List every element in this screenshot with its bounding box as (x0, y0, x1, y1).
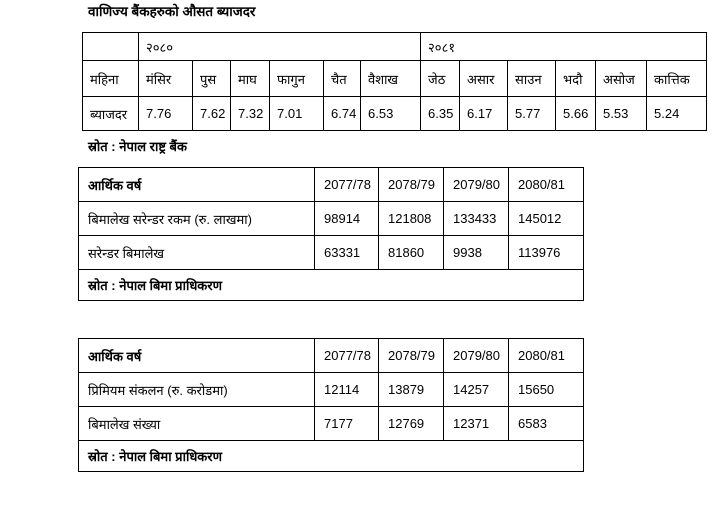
rate-cell: 5.77 (508, 97, 556, 131)
value-cell: 98914 (315, 202, 379, 236)
rate-cell: 5.24 (647, 97, 707, 131)
value-cell: 9938 (444, 236, 509, 270)
rate-cell: 6.35 (421, 97, 460, 131)
row-label-cell: प्रिमियम संकलन (रु. करोडमा) (79, 373, 315, 407)
month-cell: चैत (324, 61, 361, 97)
rate-cell: 7.32 (231, 97, 270, 131)
source-note-nia: स्रोत : नेपाल बिमा प्राधिकरण (79, 441, 584, 472)
month-cell: पुस (193, 61, 231, 97)
page-title: वाणिज्य बैंकहरुको औसत ब्याजदर (88, 4, 256, 19)
value-cell: 113976 (509, 236, 584, 270)
fiscal-year-cell: 2077/78 (315, 339, 379, 373)
value-cell: 6583 (509, 407, 584, 441)
month-cell: कात्तिक (647, 61, 707, 97)
value-cell: 13879 (379, 373, 444, 407)
fiscal-year-cell: 2078/79 (379, 168, 444, 202)
row-label-cell: बिमालेख संख्या (79, 407, 315, 441)
fiscal-year-header-cell: आर्थिक वर्ष (79, 168, 315, 202)
surrender-amount-row (79, 202, 584, 236)
source-note-nia: स्रोत : नेपाल बिमा प्राधिकरण (79, 270, 584, 301)
year-header-row (83, 33, 707, 61)
value-cell: 14257 (444, 373, 509, 407)
month-cell: साउन (508, 61, 556, 97)
rate-cell: 6.53 (361, 97, 421, 131)
fiscal-year-header-row (79, 339, 584, 373)
source-note-nrb: स्रोत : नेपाल राष्ट्र बैंक (88, 139, 187, 154)
fiscal-year-cell: 2078/79 (379, 339, 444, 373)
corner-cell (83, 33, 139, 61)
source-row (79, 441, 584, 472)
rate-cell: 5.53 (596, 97, 647, 131)
row-label-cell: बिमालेख सरेन्डर रकम (रु. लाखमा) (79, 202, 315, 236)
month-cell: माघ (231, 61, 270, 97)
rate-row-label-cell: ब्याजदर (83, 97, 139, 131)
month-cell: असोज (596, 61, 647, 97)
value-cell: 133433 (444, 202, 509, 236)
value-cell: 145012 (509, 202, 584, 236)
fiscal-year-cell: 2079/80 (444, 339, 509, 373)
rate-cell: 7.01 (270, 97, 324, 131)
avg-interest-rate-table (82, 32, 707, 131)
value-cell: 15650 (509, 373, 584, 407)
surrender-amount-table (78, 167, 584, 301)
value-cell: 7177 (315, 407, 379, 441)
rate-cell: 6.17 (460, 97, 508, 131)
month-header-row (83, 61, 707, 97)
fiscal-year-cell: 2077/78 (315, 168, 379, 202)
premium-collection-table (78, 338, 584, 472)
rate-cell: 7.76 (139, 97, 193, 131)
source-row (79, 270, 584, 301)
month-cell: असार (460, 61, 508, 97)
value-cell: 12371 (444, 407, 509, 441)
month-cell: फागुन (270, 61, 324, 97)
month-cell: जेठ (421, 61, 460, 97)
fiscal-year-cell: 2079/80 (444, 168, 509, 202)
rate-cell: 7.62 (193, 97, 231, 131)
fiscal-year-header-row (79, 168, 584, 202)
fiscal-year-header-cell: आर्थिक वर्ष (79, 339, 315, 373)
rate-cell: 5.66 (556, 97, 596, 131)
premium-collection-row (79, 373, 584, 407)
policy-count-row (79, 407, 584, 441)
month-cell: वैशाख (361, 61, 421, 97)
interest-rate-row (83, 97, 707, 131)
year-group-2081-cell: २०८१ (421, 33, 707, 61)
value-cell: 81860 (379, 236, 444, 270)
fiscal-year-cell: 2080/81 (509, 339, 584, 373)
month-row-label-cell: महिना (83, 61, 139, 97)
month-cell: भदौ (556, 61, 596, 97)
value-cell: 12114 (315, 373, 379, 407)
surrender-policy-row (79, 236, 584, 270)
fiscal-year-cell: 2080/81 (509, 168, 584, 202)
value-cell: 63331 (315, 236, 379, 270)
value-cell: 12769 (379, 407, 444, 441)
value-cell: 121808 (379, 202, 444, 236)
rate-cell: 6.74 (324, 97, 361, 131)
row-label-cell: सरेन्डर बिमालेख (79, 236, 315, 270)
month-cell: मंसिर (139, 61, 193, 97)
year-group-2080-cell: २०८० (139, 33, 421, 61)
